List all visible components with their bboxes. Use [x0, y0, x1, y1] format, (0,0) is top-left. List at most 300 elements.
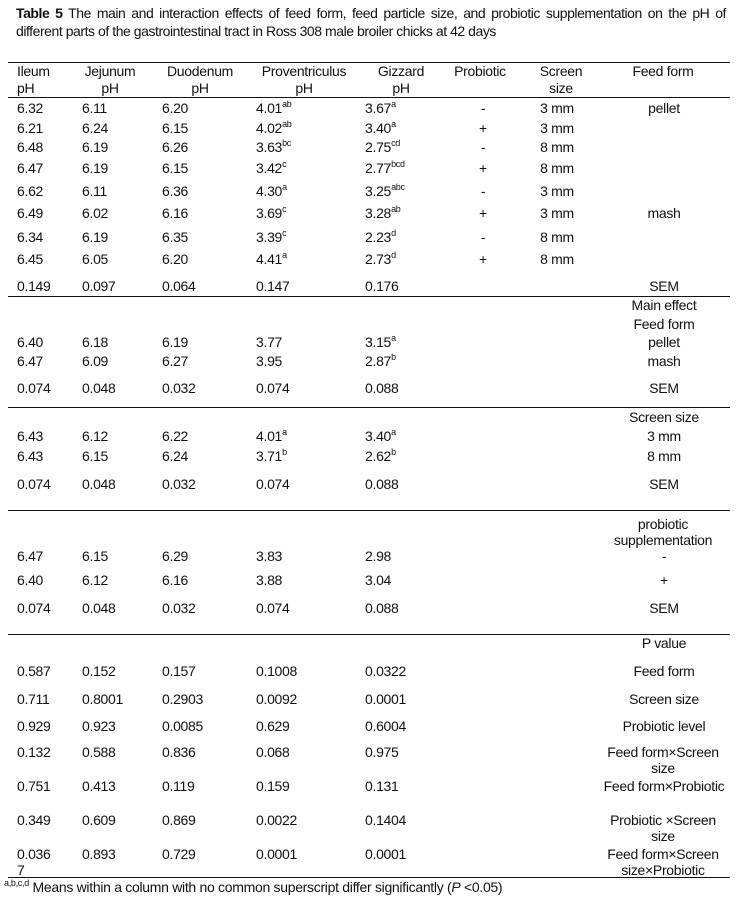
cell-value: 0.0022 — [256, 812, 298, 828]
cell-value: 0.032 — [162, 476, 196, 492]
table-cell — [17, 100, 43, 116]
screen-size-cell: 8 mm — [540, 160, 574, 176]
significance-superscript: bcd — [391, 159, 405, 169]
cell-value: 2.87 — [365, 353, 392, 369]
screen-size-cell: 3 mm — [540, 183, 574, 199]
cell-value: 4.01 — [256, 100, 283, 116]
table-cell — [17, 663, 51, 679]
screen-size-cell: 3 mm — [540, 120, 574, 136]
cell-value: 6.02 — [82, 205, 109, 221]
cell-value: 6.40 — [17, 334, 44, 350]
cell-value: 6.24 — [162, 448, 189, 464]
table-cell — [162, 812, 196, 828]
table-cell — [17, 251, 43, 267]
cell-value: 6.19 — [82, 139, 109, 155]
table-cell — [256, 100, 291, 116]
table-cell — [82, 428, 108, 444]
table-cell — [256, 846, 297, 862]
cell-value: 0.036 7 — [17, 846, 51, 878]
cell-value: 4.30 — [256, 183, 283, 199]
table-cell — [17, 334, 43, 350]
table-cell — [365, 160, 405, 176]
cell-value: 0.088 — [365, 380, 399, 396]
significance-superscript: d — [391, 250, 396, 260]
cell-value: 0.893 — [82, 846, 116, 862]
cell-value: 6.18 — [82, 334, 109, 350]
table-cell — [256, 718, 290, 734]
cell-value: 6.09 — [82, 353, 109, 369]
row-label: Feed form×Screen size×Probiotic — [607, 846, 719, 878]
table-cell — [256, 353, 282, 369]
row-label: 8 mm — [647, 448, 681, 464]
column-header: size — [549, 80, 573, 96]
cell-value: 6.36 — [162, 183, 189, 199]
cell-value: 6.43 — [17, 428, 44, 444]
table-cell — [256, 476, 290, 492]
row-label: Probiotic level — [622, 718, 706, 734]
screen-size-cell: 8 mm — [540, 251, 574, 267]
cell-value: 0.176 — [365, 278, 399, 294]
table-cell — [162, 548, 188, 564]
table-cell — [162, 476, 196, 492]
table-cell — [17, 778, 51, 794]
cell-value: 0.2903 — [162, 691, 204, 707]
cell-value: 3.88 — [256, 572, 283, 588]
cell-value: 0.068 — [256, 744, 290, 760]
table-cell — [82, 251, 108, 267]
column-header: Ileum — [17, 63, 50, 79]
cell-value: 6.40 — [17, 572, 44, 588]
table-cell — [365, 120, 396, 136]
cell-value: 0.074 — [17, 380, 51, 396]
cell-value: 6.11 — [82, 183, 108, 199]
row-label: + — [660, 572, 668, 588]
significance-superscript: bc — [282, 138, 291, 148]
significance-superscript: c — [282, 228, 287, 238]
table-cell — [82, 448, 108, 464]
table-cell — [365, 476, 399, 492]
cell-value: 0.032 — [162, 380, 196, 396]
table-cell — [82, 691, 123, 707]
cell-value: 6.21 — [17, 120, 44, 136]
cell-value: 6.20 — [162, 251, 189, 267]
cell-value: 4.01 — [256, 428, 283, 444]
table-cell — [162, 744, 196, 760]
significance-superscript: a — [282, 250, 287, 260]
cell-value: 0.074 — [17, 600, 51, 616]
cell-value: 6.26 — [162, 139, 189, 155]
table-cell — [17, 380, 51, 396]
cell-value: 6.47 — [17, 548, 44, 564]
cell-value: 0.074 — [256, 600, 290, 616]
table-cell — [17, 691, 50, 707]
table-caption — [16, 4, 726, 40]
table-cell — [256, 448, 287, 464]
cell-value: 2.73 — [365, 251, 392, 267]
row-label: Feed form×Probiotic — [603, 778, 725, 794]
cell-value: 6.49 — [17, 205, 44, 221]
table-cell — [256, 251, 287, 267]
screen-size-cell: 3 mm — [540, 205, 574, 221]
row-label: Screen size — [629, 691, 699, 707]
table-cell — [82, 183, 107, 199]
column-header: pH — [392, 80, 410, 96]
caption-text: The main and interaction effects of feed form, feed particle size, and probiotic supplementation on the pH of different parts of the gastrointestinal tract in Ross 308 male broiler chicks at 42 days — [16, 5, 726, 39]
cell-value: 3.95 — [256, 353, 283, 369]
table-cell — [365, 778, 399, 794]
column-header: Proventriculus — [261, 63, 347, 79]
cell-value: 6.22 — [162, 428, 189, 444]
table-cell — [162, 600, 196, 616]
table-cell — [365, 812, 406, 828]
table-cell — [82, 548, 108, 564]
cell-value: 6.20 — [162, 100, 189, 116]
table-cell — [82, 205, 108, 221]
cell-value: 2.62 — [365, 448, 392, 464]
significance-superscript: a — [282, 427, 287, 437]
cell-value: 0.088 — [365, 600, 399, 616]
cell-value: 0.048 — [82, 380, 116, 396]
row-label: pellet — [648, 100, 680, 116]
cell-value: 0.132 — [17, 744, 51, 760]
significance-superscript: a — [391, 427, 396, 437]
cell-value: 0.048 — [82, 600, 116, 616]
table-cell — [256, 139, 291, 155]
screen-size-cell: 3 mm — [540, 100, 574, 116]
table-cell — [162, 380, 196, 396]
table-cell — [17, 428, 43, 444]
cell-value: 3.25 — [365, 183, 392, 199]
probiotic-cell: - — [480, 229, 486, 245]
table-number: Table 5 — [16, 5, 63, 21]
cell-value: 0.588 — [82, 744, 116, 760]
screen-size-cell: 8 mm — [540, 139, 574, 155]
probiotic-cell: + — [479, 120, 487, 136]
cell-value: 6.19 — [82, 229, 109, 245]
cell-value: 0.413 — [82, 778, 116, 794]
cell-value: 3.40 — [365, 120, 392, 136]
cell-value: 2.98 — [365, 548, 392, 564]
cell-value: 0.074 — [256, 476, 290, 492]
cell-value: 0.629 — [256, 718, 290, 734]
table-cell — [162, 448, 188, 464]
significance-superscript: cd — [391, 138, 400, 148]
table-cell — [256, 812, 297, 828]
significance-superscript: ab — [391, 204, 401, 214]
cell-value: 0.0001 — [256, 846, 298, 862]
table-cell — [256, 691, 297, 707]
screen-size-cell: 8 mm — [540, 229, 574, 245]
table-cell — [162, 183, 188, 199]
cell-value: 6.47 — [17, 353, 44, 369]
row-label: pellet — [648, 334, 680, 350]
row-label: Main effect — [631, 297, 697, 313]
cell-value: 6.32 — [17, 100, 44, 116]
cell-value: 6.35 — [162, 229, 189, 245]
cell-value: 0.088 — [365, 476, 399, 492]
table-cell — [17, 812, 51, 828]
table-cell — [82, 744, 116, 760]
table-cell — [256, 778, 290, 794]
row-label: - — [661, 548, 667, 564]
cell-value: 3.69 — [256, 205, 283, 221]
cell-value: 0.074 — [256, 380, 290, 396]
table-cell — [365, 448, 396, 464]
cell-value: 2.75 — [365, 139, 392, 155]
table-cell — [162, 278, 196, 294]
table-cell — [365, 428, 396, 444]
probiotic-cell: + — [479, 205, 487, 221]
footnote-text: Means within a column with no common superscript differ significantly ( — [28, 879, 452, 895]
table-cell — [17, 718, 51, 734]
table-cell — [256, 663, 297, 679]
table-cell — [82, 160, 108, 176]
table-cell — [82, 572, 108, 588]
table-cell — [162, 691, 203, 707]
cell-value: 0.0322 — [365, 663, 407, 679]
table-cell — [365, 718, 406, 734]
table-cell — [17, 205, 43, 221]
cell-value: 3.71 — [256, 448, 283, 464]
cell-value: 6.05 — [82, 251, 109, 267]
row-label: P value — [641, 635, 687, 651]
significance-superscript: b — [391, 447, 396, 457]
cell-value: 6.43 — [17, 448, 44, 464]
cell-value: 6.15 — [82, 448, 109, 464]
table-cell — [365, 691, 406, 707]
cell-value: 0.0092 — [256, 691, 298, 707]
table-cell — [82, 353, 108, 369]
probiotic-cell: + — [479, 160, 487, 176]
cell-value: 6.34 — [17, 229, 44, 245]
table-cell — [365, 572, 391, 588]
row-label: Feed form×Screen size — [607, 744, 719, 776]
cell-value: 6.15 — [162, 120, 189, 136]
header-rule — [8, 97, 730, 98]
cell-value: 6.12 — [82, 572, 109, 588]
column-header: Screen — [539, 63, 583, 79]
table-cell — [365, 744, 399, 760]
cell-value: 0.609 — [82, 812, 116, 828]
footnote-superscript: a,b,c,d — [4, 878, 29, 888]
table-cell — [256, 744, 290, 760]
cell-value: 0.0001 — [365, 846, 407, 862]
table-cell — [17, 600, 51, 616]
probiotic-cell: + — [479, 251, 487, 267]
table-cell — [162, 778, 195, 794]
table-cell — [162, 572, 188, 588]
table-cell — [256, 572, 282, 588]
cell-value: 0.923 — [82, 718, 116, 734]
cell-value: 6.15 — [162, 160, 189, 176]
table-cell — [17, 572, 43, 588]
cell-value: 0.032 — [162, 600, 196, 616]
cell-value: 0.074 — [17, 476, 51, 492]
significance-superscript: abc — [391, 182, 405, 192]
cell-value: 6.62 — [17, 183, 44, 199]
table-cell — [82, 120, 108, 136]
significance-superscript: d — [391, 228, 396, 238]
cell-value: 0.159 — [256, 778, 290, 794]
table-cell — [365, 205, 400, 221]
table-cell — [365, 278, 399, 294]
cell-value: 6.19 — [82, 160, 109, 176]
section-rule — [8, 510, 730, 511]
table-cell — [365, 380, 399, 396]
cell-value: 0.751 — [17, 778, 51, 794]
cell-value: 0.929 — [17, 718, 51, 734]
row-label: Feed form — [633, 663, 695, 679]
significance-superscript: a — [391, 333, 396, 343]
table-cell — [17, 160, 43, 176]
table-cell — [162, 353, 188, 369]
footnote — [4, 879, 502, 895]
table-cell — [162, 251, 188, 267]
table-cell — [82, 812, 116, 828]
row-label: SEM — [649, 600, 679, 616]
table-cell — [17, 744, 51, 760]
cell-value: 0.131 — [365, 778, 399, 794]
table-cell — [365, 334, 396, 350]
table-cell — [162, 846, 196, 862]
table-cell — [17, 120, 43, 136]
table-cell — [82, 100, 107, 116]
table-cell — [17, 278, 51, 294]
cell-value: 3.77 — [256, 334, 283, 350]
row-label: mash — [647, 353, 681, 369]
cell-value: 6.48 — [17, 139, 44, 155]
cell-value: 4.41 — [256, 251, 283, 267]
column-header: Feed form — [632, 63, 694, 79]
cell-value: 3.28 — [365, 205, 392, 221]
table-cell — [162, 663, 196, 679]
table-cell — [82, 600, 116, 616]
cell-value: 0.147 — [256, 278, 290, 294]
cell-value: 6.11 — [82, 100, 108, 116]
row-label: mash — [647, 205, 681, 221]
table-cell — [365, 353, 396, 369]
table-cell — [256, 334, 282, 350]
cell-value: 0.975 — [365, 744, 399, 760]
table-cell — [365, 600, 399, 616]
row-label: SEM — [649, 278, 679, 294]
column-header: Duodenum — [166, 63, 234, 79]
cell-value: 6.45 — [17, 251, 44, 267]
cell-value: 3.15 — [365, 334, 392, 350]
cell-value: 6.47 — [17, 160, 44, 176]
cell-value: 0.064 — [162, 278, 196, 294]
cell-value: 3.04 — [365, 572, 392, 588]
table-cell — [365, 183, 405, 199]
column-header: pH — [101, 80, 119, 96]
cell-value: 0.869 — [162, 812, 196, 828]
cell-value: 6.24 — [82, 120, 109, 136]
significance-superscript: ab — [282, 99, 292, 109]
table-cell — [162, 428, 188, 444]
table-cell — [256, 600, 290, 616]
significance-superscript: c — [282, 159, 287, 169]
cell-value: 6.16 — [162, 205, 189, 221]
footnote-p: P — [451, 879, 461, 895]
table-cell — [82, 663, 116, 679]
table-cell — [256, 205, 286, 221]
table-cell — [17, 476, 51, 492]
column-header: Gizzard — [377, 63, 425, 79]
cell-value: 0.836 — [162, 744, 196, 760]
table-cell — [365, 100, 396, 116]
cell-value: 6.19 — [162, 334, 189, 350]
table-cell — [82, 380, 116, 396]
table-cell — [82, 229, 108, 245]
cell-value: 0.149 — [17, 278, 51, 294]
table-cell — [365, 663, 406, 679]
significance-superscript: b — [282, 447, 287, 457]
cell-value: 0.119 — [162, 778, 195, 794]
cell-value: 0.0085 — [162, 718, 204, 734]
table-cell — [17, 229, 43, 245]
cell-value: 0.1404 — [365, 812, 407, 828]
row-label: SEM — [649, 476, 679, 492]
cell-value: 4.02 — [256, 120, 283, 136]
cell-value: 0.349 — [17, 812, 51, 828]
significance-superscript: a — [282, 182, 287, 192]
table-cell — [17, 846, 53, 878]
cell-value: 0.8001 — [82, 691, 124, 707]
significance-superscript: b — [391, 352, 396, 362]
table-cell — [82, 476, 116, 492]
cell-value: 0.152 — [82, 663, 116, 679]
cell-value: 3.63 — [256, 139, 283, 155]
table-cell — [365, 846, 406, 862]
cell-value: 2.23 — [365, 229, 392, 245]
table-cell — [256, 229, 286, 245]
significance-superscript: c — [282, 204, 287, 214]
table-cell — [82, 846, 116, 862]
probiotic-cell: - — [480, 183, 486, 199]
table-cell — [162, 205, 188, 221]
row-label: Probiotic ×Screen size — [610, 812, 716, 844]
table-cell — [256, 120, 291, 136]
cell-value: 0.0001 — [365, 691, 407, 707]
table-cell — [256, 380, 290, 396]
table-cell — [162, 120, 188, 136]
cell-value: 2.77 — [365, 160, 392, 176]
table-cell — [162, 160, 188, 176]
significance-superscript: a — [391, 119, 396, 129]
row-label: SEM — [649, 380, 679, 396]
cell-value: 0.6004 — [365, 718, 407, 734]
table-cell — [256, 183, 287, 199]
table-cell — [82, 718, 116, 734]
table-cell — [82, 334, 108, 350]
table-cell — [17, 139, 43, 155]
row-label: Screen size — [629, 409, 699, 425]
table-cell — [17, 448, 43, 464]
table-cell — [162, 334, 188, 350]
probiotic-cell: - — [480, 139, 486, 155]
table-cell — [162, 229, 188, 245]
table-cell — [17, 183, 43, 199]
cell-value: 6.29 — [162, 548, 189, 564]
column-header: pH — [17, 80, 35, 96]
table-cell — [365, 548, 391, 564]
table-cell — [162, 139, 188, 155]
cell-value: 3.39 — [256, 229, 283, 245]
table-cell — [256, 548, 282, 564]
table-cell — [162, 718, 203, 734]
table-cell — [365, 229, 396, 245]
column-header: Jejunum — [84, 63, 136, 79]
